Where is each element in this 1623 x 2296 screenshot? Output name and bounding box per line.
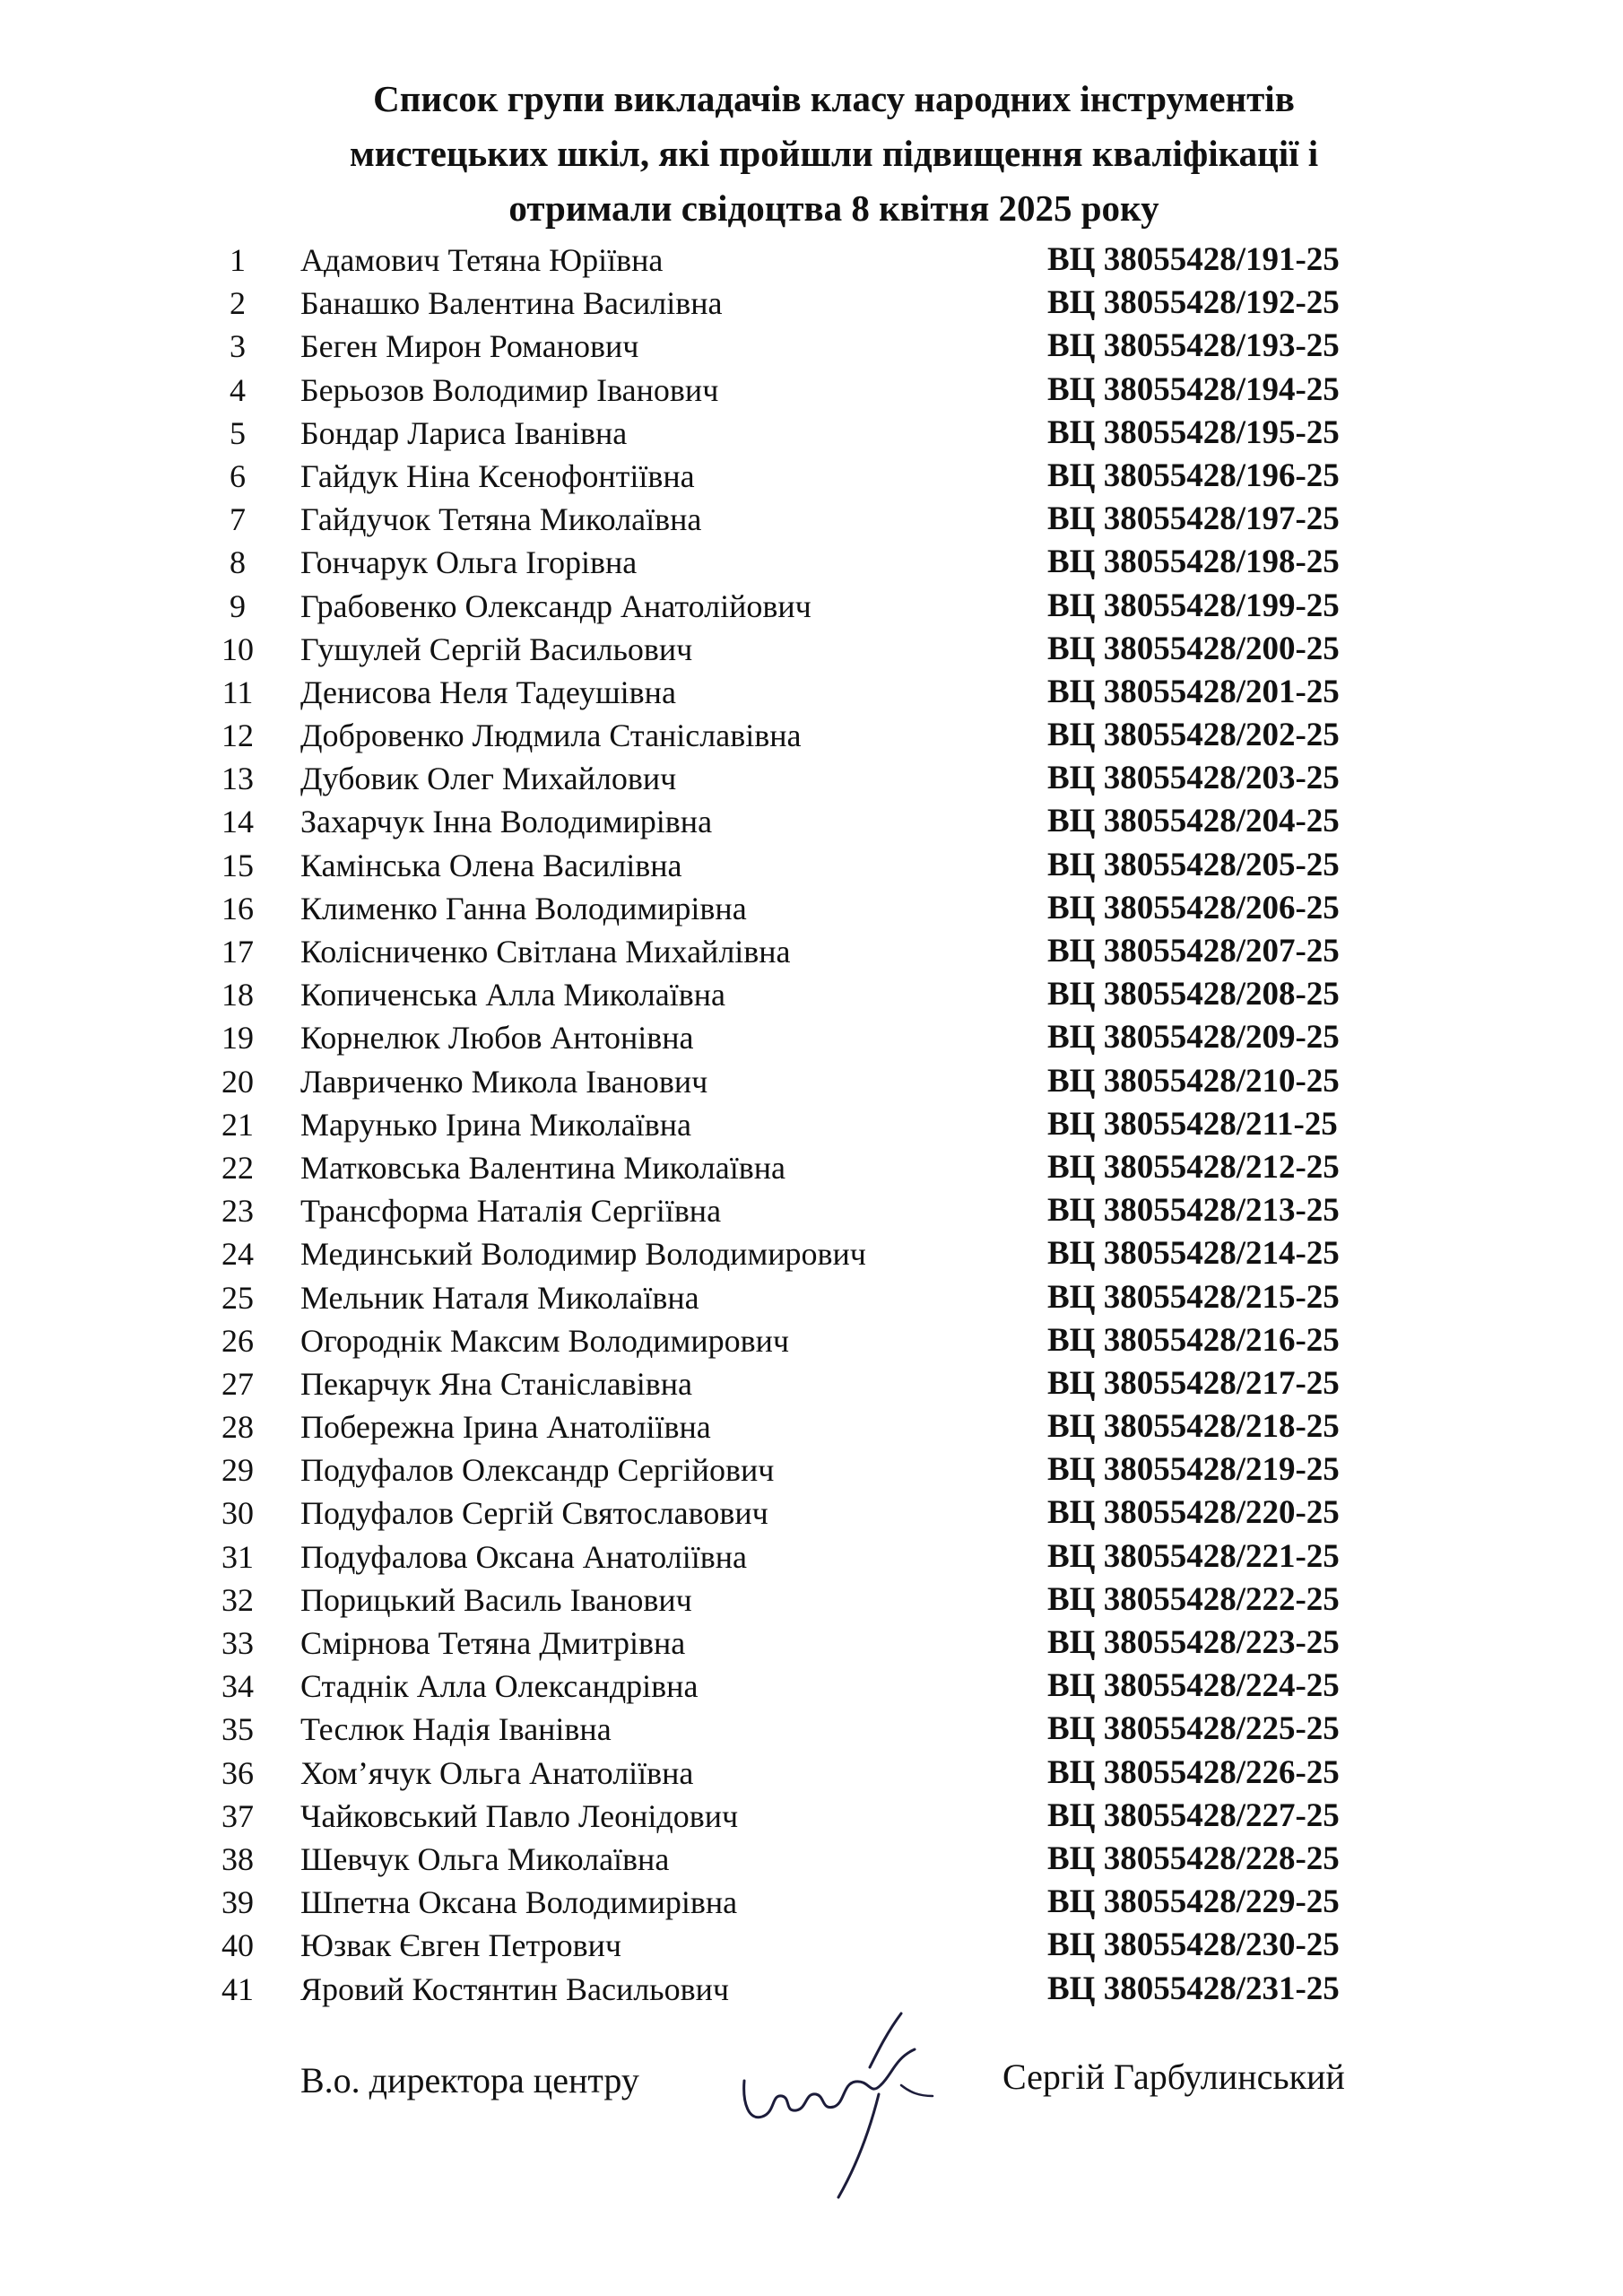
row-number: 4	[230, 371, 246, 408]
teacher-name: Трансформа Наталія Сергіївна	[300, 1193, 722, 1230]
list-row	[0, 1362, 1623, 1405]
row-number: 25	[221, 1279, 254, 1316]
teacher-name: Пекарчук Яна Станіславівна	[300, 1365, 692, 1402]
list-row	[0, 282, 1623, 325]
row-number: 39	[221, 1884, 254, 1921]
row-number: 33	[221, 1625, 254, 1661]
teacher-name: Огороднік Максим Володимирович	[300, 1322, 789, 1359]
list-row	[0, 757, 1623, 800]
teacher-name: Матковська Валентина Миколаївна	[300, 1149, 785, 1186]
row-number: 32	[221, 1581, 254, 1618]
list-row	[0, 671, 1623, 714]
certificate-number: ВЦ 38055428/215-25	[1047, 1278, 1340, 1316]
row-number: 5	[230, 414, 246, 451]
certificate-number: ВЦ 38055428/231-25	[1047, 1970, 1340, 2007]
certificate-number: ВЦ 38055428/223-25	[1047, 1624, 1340, 1661]
teacher-name: Колісниченко Світлана Михайлівна	[300, 934, 791, 970]
row-number: 22	[221, 1149, 254, 1186]
teacher-name: Адамович Тетяна Юріївна	[300, 242, 664, 278]
row-number: 28	[221, 1409, 254, 1446]
list-row	[0, 930, 1623, 973]
teacher-name: Клименко Ганна Володимирівна	[300, 890, 747, 926]
teacher-name: Марунько Ірина Миколаївна	[300, 1106, 692, 1143]
certificate-number: ВЦ 38055428/218-25	[1047, 1408, 1340, 1446]
title-line-3: отримали свідоцтва 8 квітня 2025 року	[508, 187, 1159, 229]
certificate-number: ВЦ 38055428/226-25	[1047, 1753, 1340, 1791]
teacher-name: Мединський Володимир Володимирович	[300, 1236, 866, 1273]
certificate-number: ВЦ 38055428/203-25	[1047, 760, 1340, 797]
row-number: 3	[230, 328, 246, 365]
certificate-number: ВЦ 38055428/222-25	[1047, 1580, 1340, 1618]
list-row	[0, 1881, 1623, 1924]
teacher-name: Шевчук Ольга Миколаївна	[300, 1840, 670, 1877]
teacher-name: Беген Мирон Романович	[300, 328, 639, 365]
certificate-number: ВЦ 38055428/224-25	[1047, 1667, 1340, 1705]
teacher-name: Гайдук Ніна Ксенофонтіївна	[300, 457, 695, 494]
row-number: 11	[221, 674, 254, 710]
list-row	[0, 1405, 1623, 1448]
list-row	[0, 628, 1623, 671]
list-row	[0, 1708, 1623, 1751]
list-row	[0, 325, 1623, 368]
row-number: 13	[221, 761, 254, 797]
teacher-name: Побережна Ірина Анатоліївна	[300, 1409, 711, 1446]
list-row	[0, 1319, 1623, 1362]
row-number: 7	[230, 501, 246, 538]
list-row	[0, 369, 1623, 412]
handwritten-signature	[735, 1996, 950, 2202]
row-number: 2	[230, 285, 246, 322]
teacher-name: Берьозов Володимир Іванович	[300, 371, 719, 408]
teacher-name: Корнелюк Любов Антонівна	[300, 1020, 694, 1057]
list-row	[0, 1016, 1623, 1059]
certificate-number: ВЦ 38055428/200-25	[1047, 630, 1340, 667]
teacher-name: Добровенко Людмила Станіславівна	[300, 718, 802, 754]
row-number: 16	[221, 890, 254, 926]
teacher-name: Чайковський Павло Леонідович	[300, 1797, 739, 1834]
certificate-number: ВЦ 38055428/192-25	[1047, 284, 1340, 322]
row-number: 17	[221, 934, 254, 970]
list-row	[0, 1924, 1623, 1967]
list-row	[0, 412, 1623, 455]
list-row	[0, 973, 1623, 1016]
teacher-name: Подуфалов Сергій Святославович	[300, 1495, 768, 1532]
teacher-name: Лавриченко Микола Іванович	[300, 1063, 708, 1100]
signatory-name: Сергій Гарбулинський	[1002, 2057, 1345, 2097]
certificate-number: ВЦ 38055428/220-25	[1047, 1494, 1340, 1532]
teacher-name: Камінська Олена Василівна	[300, 847, 682, 883]
list-row	[0, 1276, 1623, 1319]
signatory-position: В.о. директора центру	[300, 2060, 639, 2100]
row-number: 18	[221, 977, 254, 1013]
teacher-name: Подуфалова Оксана Анатоліївна	[300, 1538, 748, 1575]
teacher-name: Бондар Лариса Іванівна	[300, 414, 628, 451]
certificate-number: ВЦ 38055428/191-25	[1047, 241, 1340, 278]
certificate-number: ВЦ 38055428/210-25	[1047, 1062, 1340, 1100]
list-row	[0, 714, 1623, 757]
row-number: 35	[221, 1711, 254, 1748]
certificate-number: ВЦ 38055428/229-25	[1047, 1883, 1340, 1921]
row-number: 8	[230, 544, 246, 581]
certificate-number: ВЦ 38055428/228-25	[1047, 1839, 1340, 1877]
list-row	[0, 1189, 1623, 1232]
row-number: 21	[221, 1106, 254, 1143]
row-number: 36	[221, 1754, 254, 1791]
certificate-number: ВЦ 38055428/225-25	[1047, 1710, 1340, 1748]
list-row	[0, 800, 1623, 843]
certificate-number: ВЦ 38055428/211-25	[1047, 1105, 1338, 1143]
teacher-name: Юзвак Євген Петрович	[300, 1927, 622, 1964]
row-number: 24	[221, 1236, 254, 1273]
certificate-number: ВЦ 38055428/219-25	[1047, 1451, 1340, 1489]
certificate-number: ВЦ 38055428/212-25	[1047, 1148, 1340, 1186]
title-line-2: мистецьких шкіл, які пройшли підвищення кваліфікації і	[349, 133, 1319, 174]
certificate-number: ВЦ 38055428/216-25	[1047, 1321, 1340, 1359]
teacher-name: Захарчук Інна Володимирівна	[300, 804, 713, 840]
teacher-name: Гончарук Ольга Ігорівна	[300, 544, 638, 581]
document-title	[206, 72, 1462, 236]
teacher-name: Гушулей Сергій Васильович	[300, 631, 693, 667]
list-row	[0, 1578, 1623, 1622]
list-row	[0, 1795, 1623, 1838]
certificate-number: ВЦ 38055428/217-25	[1047, 1364, 1340, 1402]
teacher-name: Стаднік Алла Олександрівна	[300, 1668, 699, 1705]
certificate-number: ВЦ 38055428/199-25	[1047, 587, 1340, 624]
certificate-number: ВЦ 38055428/202-25	[1047, 717, 1340, 754]
certificate-number: ВЦ 38055428/207-25	[1047, 933, 1340, 970]
row-number: 29	[221, 1452, 254, 1489]
row-number: 15	[221, 847, 254, 883]
list-row	[0, 887, 1623, 930]
row-number: 14	[221, 804, 254, 840]
row-number: 34	[221, 1668, 254, 1705]
certificate-number: ВЦ 38055428/197-25	[1047, 500, 1340, 538]
certificate-number: ВЦ 38055428/230-25	[1047, 1926, 1340, 1964]
row-number: 37	[221, 1797, 254, 1834]
teacher-name: Теслюк Надія Іванівна	[300, 1711, 612, 1748]
row-number: 30	[221, 1495, 254, 1532]
row-number: 9	[230, 587, 246, 624]
list-row	[0, 844, 1623, 887]
list-row	[0, 1146, 1623, 1189]
title-line-1: Список групи викладачів класу народних інструментів	[373, 78, 1295, 119]
row-number: 23	[221, 1193, 254, 1230]
list-row	[0, 455, 1623, 498]
teacher-name: Подуфалов Олександр Сергійович	[300, 1452, 775, 1489]
certificate-number: ВЦ 38055428/206-25	[1047, 889, 1340, 926]
certificate-number: ВЦ 38055428/194-25	[1047, 370, 1340, 408]
row-number: 10	[221, 631, 254, 667]
row-number: 27	[221, 1365, 254, 1402]
list-row	[0, 1752, 1623, 1795]
list-row	[0, 1665, 1623, 1708]
certificate-number: ВЦ 38055428/193-25	[1047, 327, 1340, 365]
certificate-number: ВЦ 38055428/208-25	[1047, 976, 1340, 1013]
list-row	[0, 1103, 1623, 1146]
row-number: 1	[230, 242, 246, 278]
certificate-number: ВЦ 38055428/201-25	[1047, 673, 1340, 710]
certificate-number: ВЦ 38055428/227-25	[1047, 1796, 1340, 1834]
list-row	[0, 585, 1623, 628]
certificate-number: ВЦ 38055428/209-25	[1047, 1019, 1340, 1057]
row-number: 41	[221, 1970, 254, 2007]
row-number: 31	[221, 1538, 254, 1575]
certificate-number: ВЦ 38055428/213-25	[1047, 1192, 1340, 1230]
certificate-number: ВЦ 38055428/198-25	[1047, 544, 1340, 581]
teacher-name: Яровий Костянтин Васильович	[300, 1970, 729, 2007]
list-row	[0, 1448, 1623, 1492]
teacher-name: Банашко Валентина Василівна	[300, 285, 723, 322]
list-row	[0, 1492, 1623, 1535]
teacher-name: Копиченська Алла Миколаївна	[300, 977, 725, 1013]
list-row	[0, 1838, 1623, 1881]
list-row	[0, 1535, 1623, 1578]
row-number: 6	[230, 457, 246, 494]
certificate-number: ВЦ 38055428/204-25	[1047, 803, 1340, 840]
certificate-number: ВЦ 38055428/195-25	[1047, 413, 1340, 451]
certificate-number: ВЦ 38055428/214-25	[1047, 1235, 1340, 1273]
row-number: 38	[221, 1840, 254, 1877]
certificate-number: ВЦ 38055428/196-25	[1047, 457, 1340, 494]
row-number: 26	[221, 1322, 254, 1359]
row-number: 19	[221, 1020, 254, 1057]
list-row	[0, 1232, 1623, 1275]
teacher-name: Хом’ячук Ольга Анатоліївна	[300, 1754, 694, 1791]
certificate-number: ВЦ 38055428/205-25	[1047, 846, 1340, 883]
certificate-number: ВЦ 38055428/221-25	[1047, 1537, 1340, 1575]
list-row	[0, 498, 1623, 541]
row-number: 12	[221, 718, 254, 754]
list-row	[0, 541, 1623, 584]
teacher-name: Смірнова Тетяна Дмитрівна	[300, 1625, 686, 1661]
teacher-name: Денисова Неля Тадеушівна	[300, 674, 676, 710]
list-row	[0, 1622, 1623, 1665]
teacher-name: Гайдучок Тетяна Миколаївна	[300, 501, 702, 538]
row-number: 20	[221, 1063, 254, 1100]
list-row	[0, 239, 1623, 282]
list-row	[0, 1060, 1623, 1103]
teacher-list	[0, 239, 1623, 2011]
teacher-name: Мельник Наталя Миколаївна	[300, 1279, 699, 1316]
teacher-name: Порицький Василь Іванович	[300, 1581, 692, 1618]
row-number: 40	[221, 1927, 254, 1964]
teacher-name: Грабовенко Олександр Анатолійович	[300, 587, 812, 624]
teacher-name: Дубовик Олег Михайлович	[300, 761, 677, 797]
teacher-name: Шпетна Оксана Володимирівна	[300, 1884, 738, 1921]
